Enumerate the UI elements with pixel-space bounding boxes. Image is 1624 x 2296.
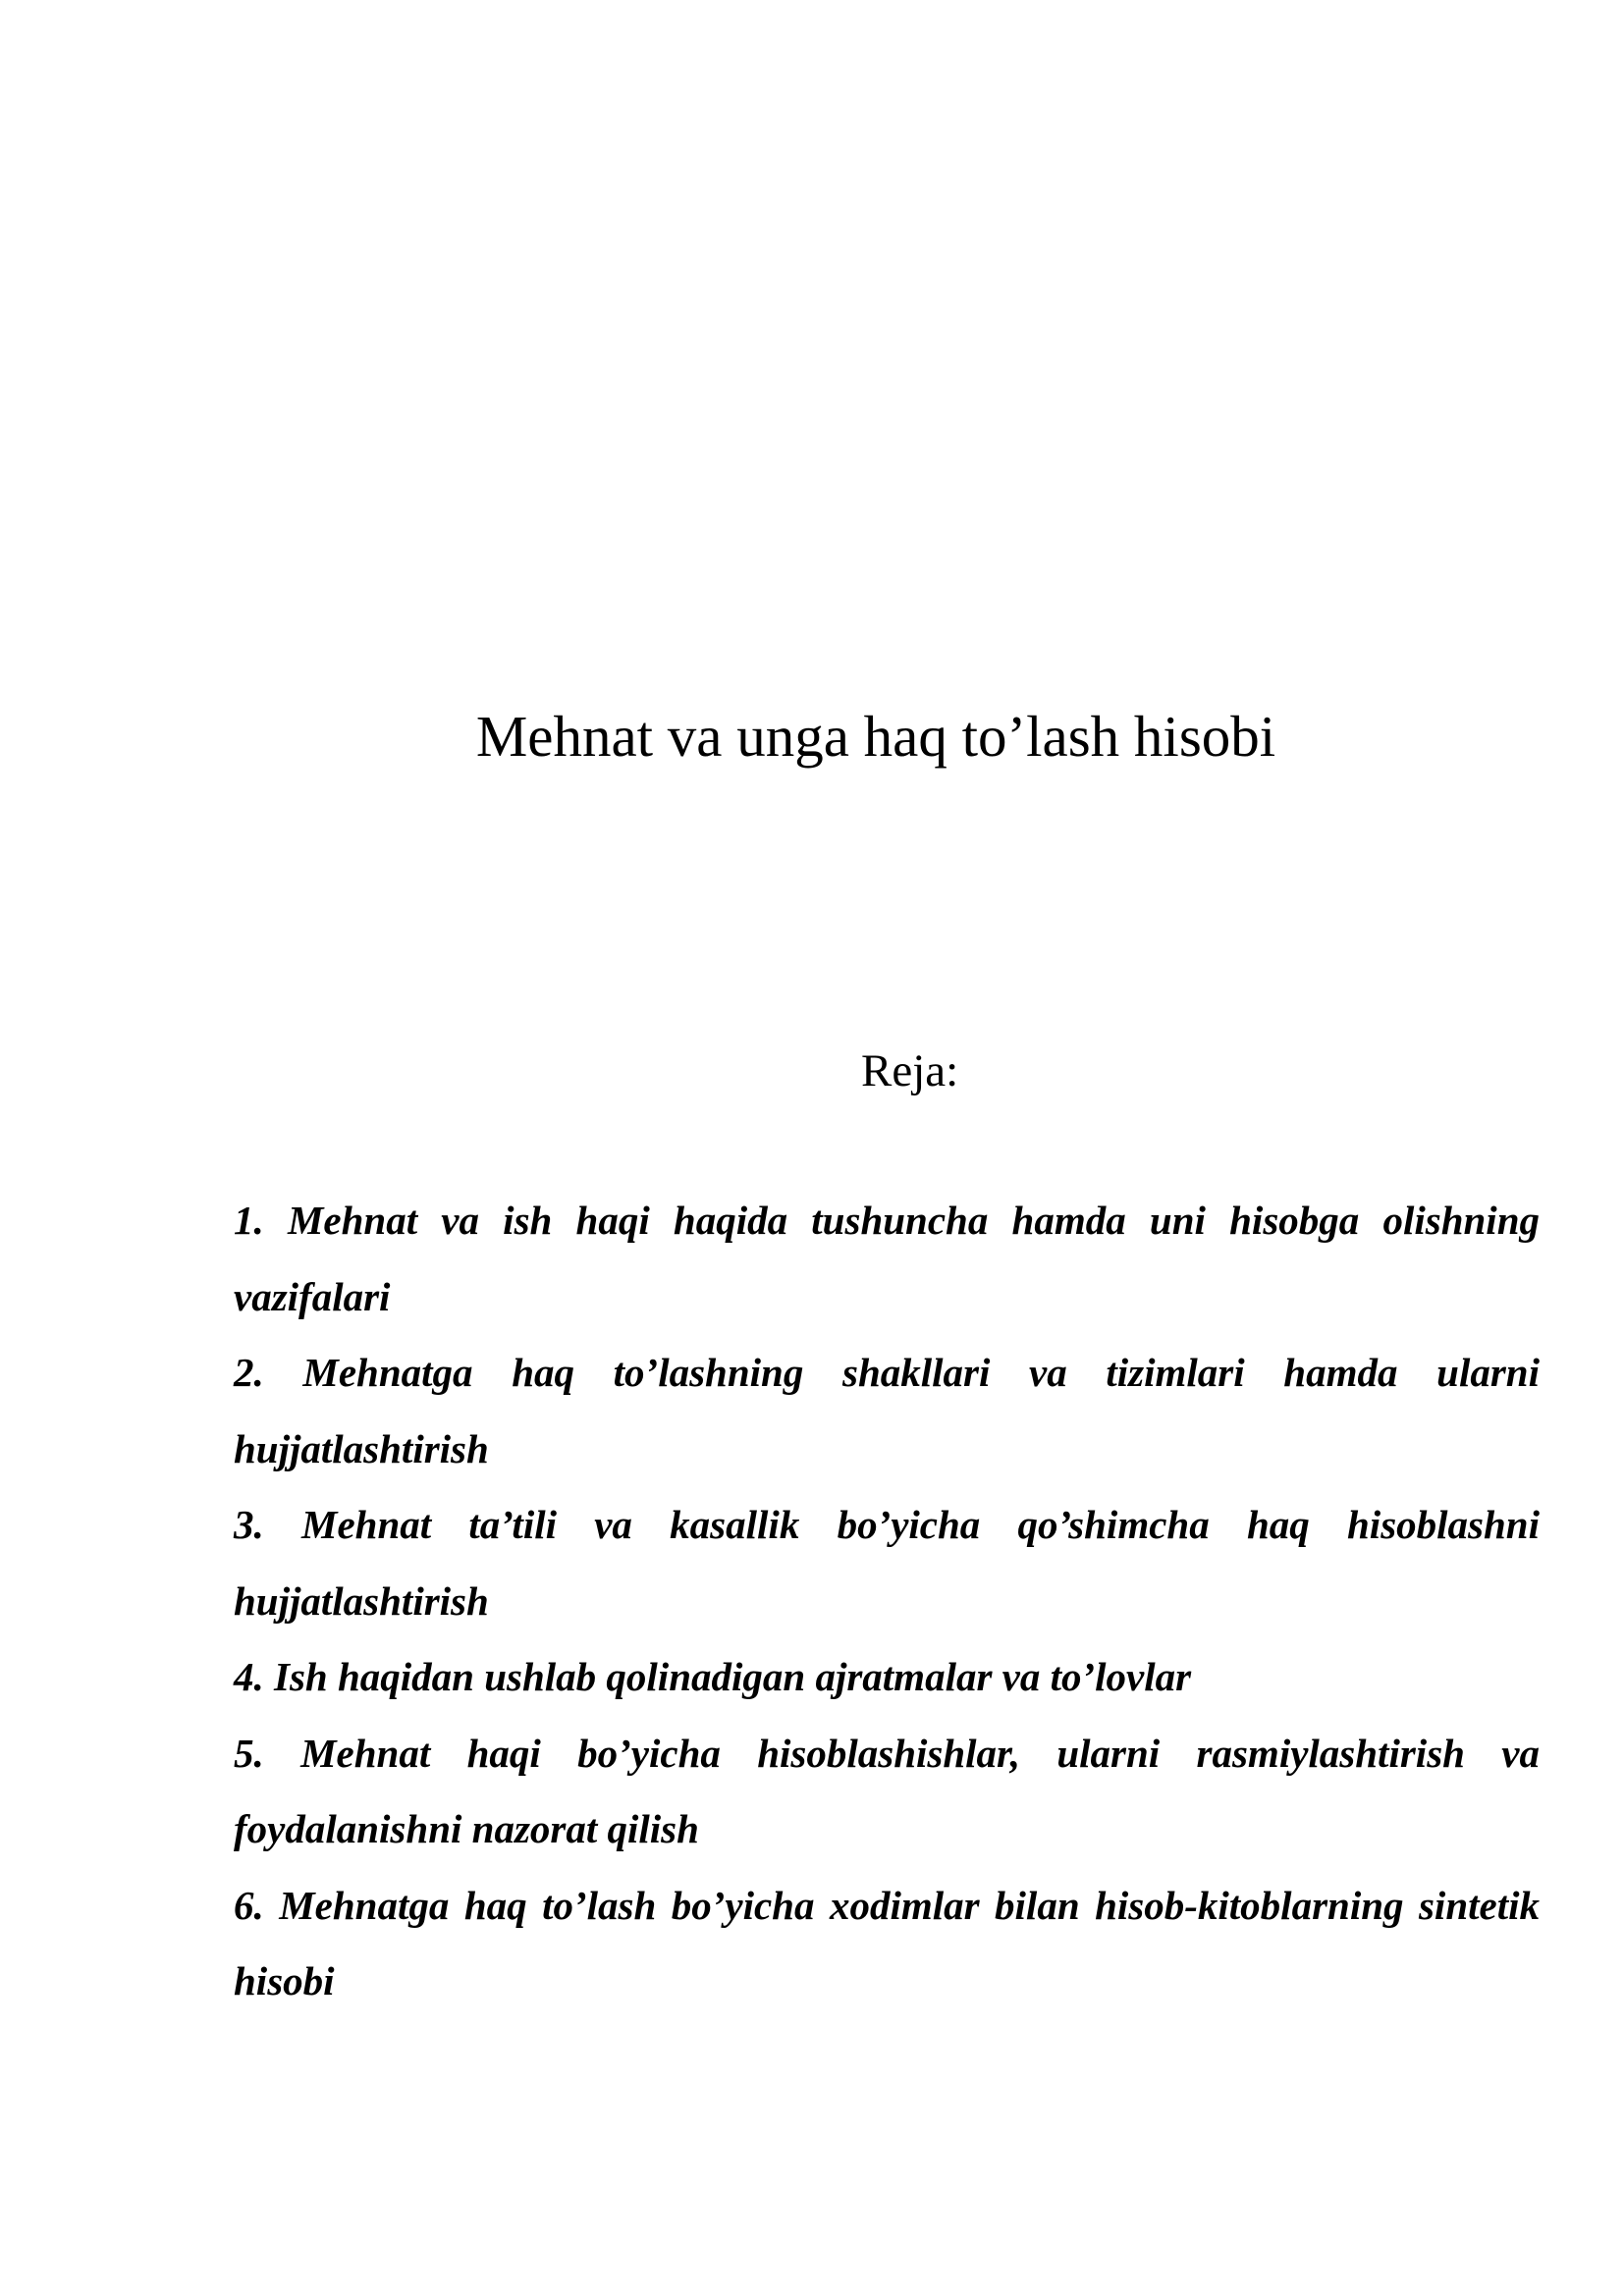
plan-item-3: 3. Mehnat ta’tili va kasallik bo’yicha qo’shimcha haq hisoblashni hujjatlashtirish — [234, 1502, 1540, 1624]
plan-item-5: 5. Mehnat haqi bo’yicha hisoblashishlar, ularni rasmiylashtirish va foydalanishni nazorat qilish — [234, 1730, 1540, 1851]
plan-list — [234, 1183, 1540, 2020]
plan-item-1: 1. Mehnat va ish haqi haqida tushuncha hamda uni hisobga olishning vazifalari — [234, 1198, 1540, 1319]
document-title: Mehnat va unga haq to’lash hisobi — [475, 704, 1276, 769]
plan-item-2: 2. Mehnatga haq to’lashning shakllari va tizimlari hamda ularni hujjatlashtirish — [234, 1350, 1540, 1471]
plan-item-4: 4. Ish haqidan ushlab qolinadigan ajratmalar va to’lovlar — [234, 1654, 1192, 1699]
plan-heading: Reja: — [861, 1045, 959, 1096]
plan-item-6: 6. Mehnatga haq to’lash bo’yicha xodimlar bilan hisob-kitoblarning sintetik hisobi — [234, 1882, 1540, 2003]
